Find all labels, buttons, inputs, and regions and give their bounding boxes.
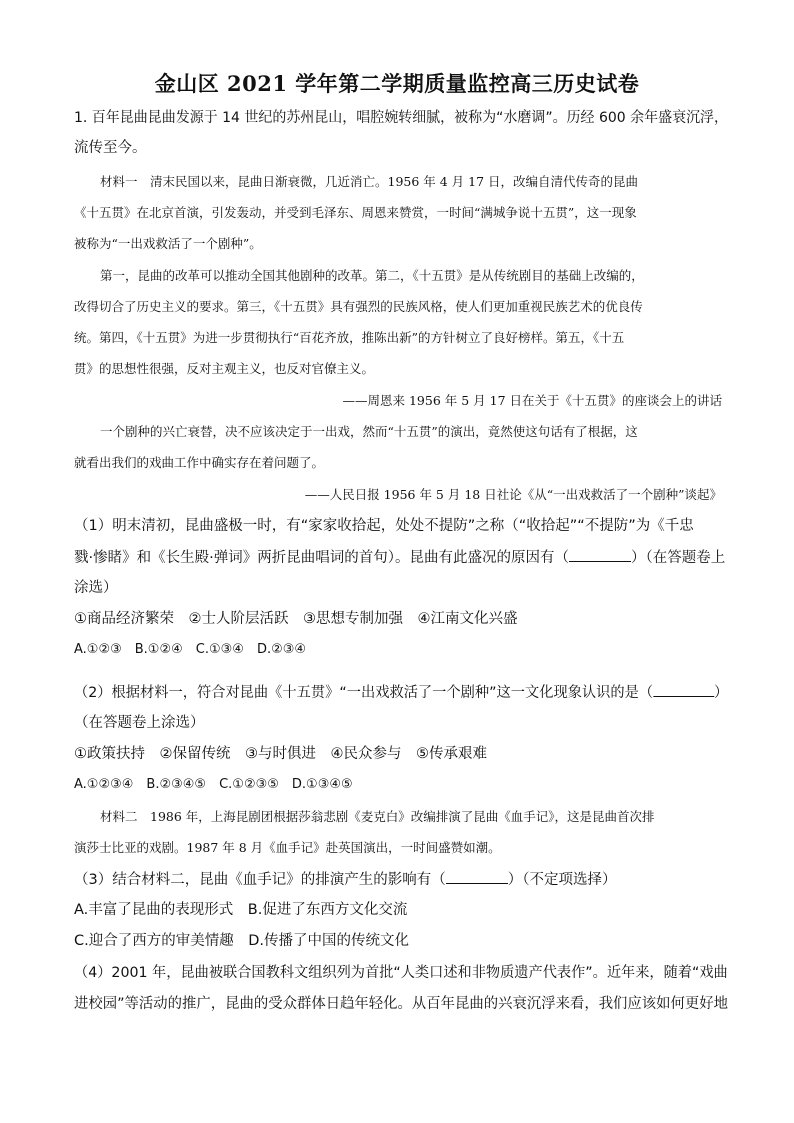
subquestion-3-text-a: （3）结合材料二，昆曲《血手记》的排演产生的影响有（ xyxy=(74,872,446,888)
subquestion-1-line-1: （1）明末清初，昆曲盛极一时，有“家家收拾起，处处不提防”之称（“收拾起”“不提防”为《千忠 xyxy=(74,518,694,534)
answer-blank-3[interactable] xyxy=(446,869,508,884)
subquestion-3-text-b: ）（不定项选择） xyxy=(507,872,617,888)
subquestion-1-items: ①商品经济繁荣 ②士人阶层活跃 ③思想专制加强 ④江南文化兴盛 xyxy=(74,611,518,627)
subquestion-2-options: A.①②③④ B.②③④⑤ C.①②③⑤ D.①③④⑤ xyxy=(74,777,353,792)
answer-blank-1[interactable] xyxy=(569,547,631,562)
subquestion-3-options-ab: A.丰富了昆曲的表现形式 B.促进了东西方文化交流 xyxy=(74,902,408,918)
material-1-line-3: 被称为“一出戏救活了一个剧种”。 xyxy=(74,236,262,251)
subquestion-2-text-b: ） xyxy=(714,685,729,701)
subquestion-3-line-1 xyxy=(74,869,616,890)
question-1-intro-line-2: 流传至今。 xyxy=(74,140,147,156)
material-1-source-1: ——周恩来 1956 年 5 月 17 日在关于《十五贯》的座谈会上的讲话 xyxy=(342,393,722,408)
subquestion-1-text-b: ）（在答题卷上 xyxy=(630,550,726,566)
material-1-para-3-line-1: 一个剧种的兴亡衰替，决不应该决定于一出戏，然而“十五贯”的演出，竟然使这句话有了根据，这 xyxy=(100,424,638,439)
subquestion-1-line-3: 涂选） xyxy=(74,580,118,596)
material-2-line-2: 演莎士比亚的戏剧。1987 年 8 月《血手记》赴英国演出，一时间盛赞如潮。 xyxy=(74,840,501,855)
subquestion-1-line-2 xyxy=(74,547,725,568)
material-1-line-1: 材料一 清末民国以来，昆曲日渐衰微，几近消亡。1956 年 4 月 17 日，改编自清代传奇的昆曲 xyxy=(100,174,639,189)
subquestion-4-line-1: （4）2001 年，昆曲被联合国教科文组织列为首批“人类口述和非物质遗产代表作”。近年来，随着“戏曲 xyxy=(74,965,728,981)
material-1-para-2-line-4: 贯》的思想性很强，反对主观主义，也反对官僚主义。 xyxy=(74,361,375,376)
subquestion-3-options-cd: C.迎合了西方的审美情趣 D.传播了中国的传统文化 xyxy=(74,933,410,949)
subquestion-1-text-a: 戮·惨睹》和《长生殿·弹词》两折昆曲唱词的首句）。昆曲有此盛况的原因有（ xyxy=(74,550,569,566)
material-1-para-2-line-2: 改得切合了历史主义的要求。第三，《十五贯》具有强烈的民族风格，使人们更加重视民族艺术的优良传 xyxy=(74,299,643,314)
subquestion-2-line-1 xyxy=(74,682,728,703)
answer-blank-2[interactable] xyxy=(653,682,714,697)
material-1-line-2: 《十五贯》在北京首演，引发轰动，并受到毛泽东、周恩来赞赏，一时间“满城争说十五贯”，这一现象 xyxy=(74,205,637,220)
subquestion-2-text-a: （2）根据材料一，符合对昆曲《十五贯》“一出戏救活了一个剧种”这一文化现象认识的是（ xyxy=(74,685,654,701)
question-1-intro-line-1: 1. 百年昆曲昆曲发源于 14 世纪的苏州昆山，唱腔婉转细腻，被称为“水磨调”。历经 600 余年盛衰沉浮， xyxy=(74,110,729,126)
subquestion-2-line-2: （在答题卷上涂选） xyxy=(74,715,205,731)
material-1-para-2-line-3: 统。第四，《十五贯》为进一步贯彻执行“百花齐放，推陈出新”的方针树立了良好榜样。第五，《十五 xyxy=(74,330,625,345)
subquestion-1-options: A.①②③ B.①②④ C.①③④ D.②③④ xyxy=(74,642,307,657)
material-1-para-2-line-1: 第一，昆曲的改革可以推动全国其他剧种的改革。第二，《十五贯》是从传统剧目的基础上改编的， xyxy=(100,268,644,283)
page-title: 金山区 2021 学年第二学期质量监控高三历史试卷 xyxy=(154,71,640,96)
material-1-para-3-line-2: 就看出我们的戏曲工作中确实存在着问题了。 xyxy=(74,455,325,470)
material-2-line-1: 材料二 1986 年，上海昆剧团根据莎翁悲剧《麦克白》改编排演了昆曲《血手记》，这是昆曲首次排 xyxy=(100,809,655,824)
material-1-source-2: ——人民日报 1956 年 5 月 18 日社论《从“一出戏救活了一个剧种”谈起》 xyxy=(304,487,722,502)
subquestion-4-line-2: 进校园”等活动的推广，昆曲的受众群体日趋年轻化。从百年昆曲的兴衰沉浮来看，我们应该如何更好地 xyxy=(74,996,729,1012)
subquestion-2-items: ①政策扶持 ②保留传统 ③与时俱进 ④民众参与 ⑤传承艰难 xyxy=(74,746,487,762)
